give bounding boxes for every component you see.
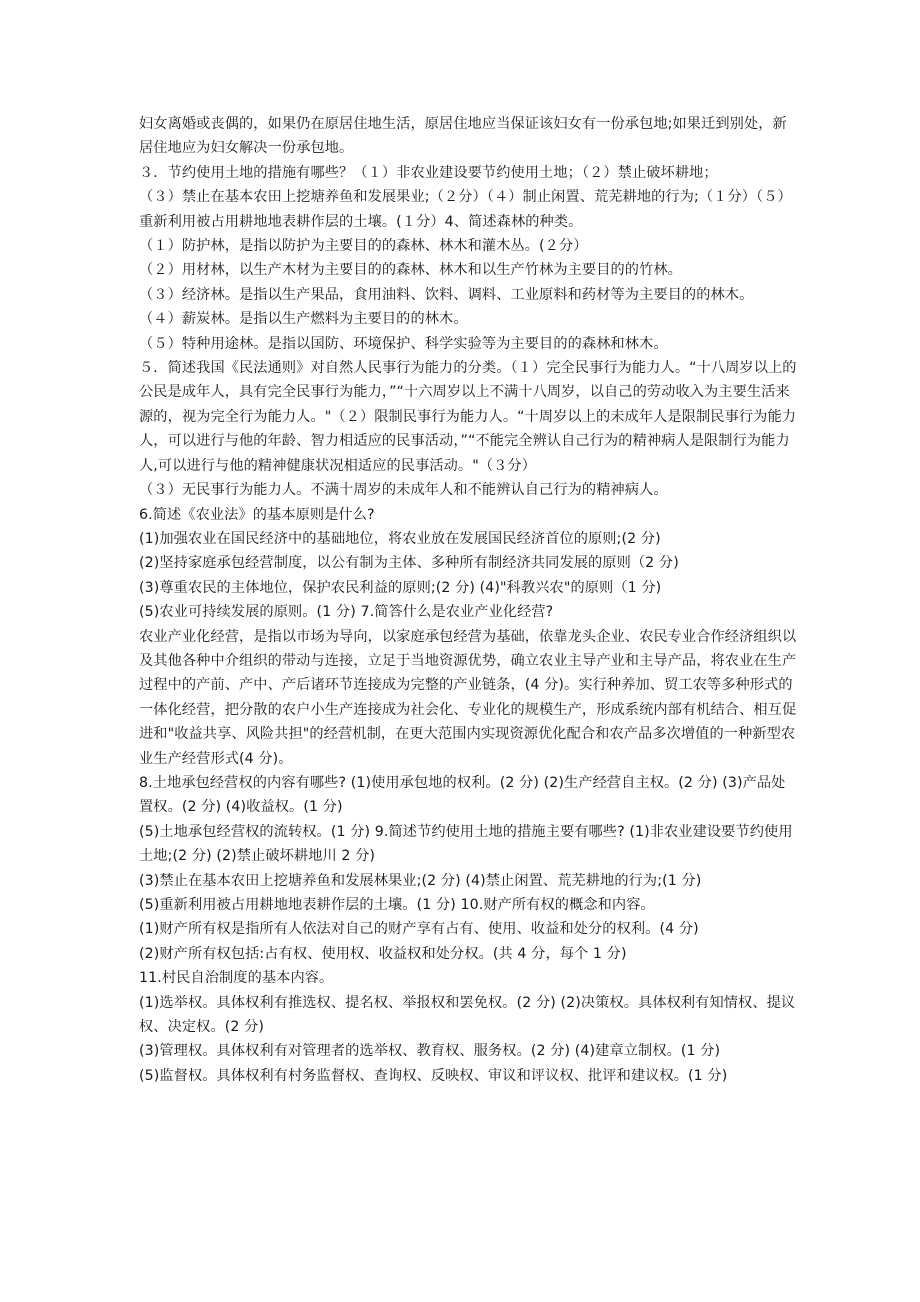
document-body [139, 112, 799, 1088]
paragraph: (1)加强农业在国民经济中的基础地位，将农业放在发展国民经济首位的原则;(2 分) [139, 530, 661, 547]
paragraph: (5)农业可持续发展的原则。(1 分) 7.简答什么是农业产业化经营? [139, 604, 554, 621]
paragraph: (5)监督权。具体权利有村务监督权、查询权、反映权、审议和评议权、批评和建议权。(1 分) [139, 1067, 728, 1084]
paragraph: （３）禁止在基本农田上挖塘养鱼和发展果业;（２分）（４）制止闲置、荒芜耕地的行为;（１分）（５）重新利用被占用耕地地表耕作层的土壤。(１分）4、简述森林的种类。 [139, 189, 792, 230]
paragraph: ５．简述我国《民法通则》对自然人民事行为能力的分类。（１）完全民事行为能力人。“十八周岁以上的公民是成年人，具有完全民事行为能力，”“十六周岁以上不满十八周岁，以自己的劳动收入为主要生活来源的，视为完全行为能力人。"（２）限制民事行为能力人。“十周岁以上的未成年人是限制民事行为能力人，可以进行与他的年龄、智力相适应的民事活动，”“不能完全辨认自己行为的精神病人是限制行为能力人,可以进行与他的精神健康状况相适应的民事活动。"（３分） [139, 360, 797, 474]
paragraph: (3)禁止在基本农田上挖塘养鱼和发展林果业;(2 分) (4)禁止闲置、荒芜耕地的行为;(1 分) [139, 872, 702, 889]
paragraph: (3)尊重农民的主体地位，保护农民利益的原则;(2 分) (4)"科教兴农"的原则（1 分) [139, 579, 662, 596]
paragraph: 8.土地承包经营权的内容有哪些? (1)使用承包地的权利。(2 分) (2)生产经营自主权。(2 分) (3)产品处置权。(2 分) (4)收益权。(1 分) [139, 774, 786, 816]
paragraph: 11.村民自治制度的基本内容。 [139, 970, 334, 987]
paragraph: (5)土地承包经营权的流转权。(1 分) 9.简述节约使用土地的措施主要有哪些? (1)非农业建设要节约使用土地;(2 分) (2)禁止破坏耕地川 2 分) [139, 823, 793, 865]
paragraph: (1)选举权。具体权利有推选权、提名权、举报权和罢免权。(2 分) (2)决策权。具体权利有知情权、提议权、决定权。(2 分) [139, 994, 796, 1036]
paragraph: 妇女离婚或丧偶的，如果仍在原居住地生活，原居住地应当保证该妇女有一份承包地;如果迁到别处，新居住地应为妇女解决一份承包地。 [139, 116, 787, 157]
paragraph: （３）经济林。是指以生产果品，食用油料、饮料、调料、工业原料和药材等为主要目的的林木。 [139, 286, 754, 303]
paragraph: 6.简述《农业法》的基本原则是什么? [139, 506, 375, 523]
paragraph: (2)坚持家庭承包经营制度，以公有制为主体、多种所有制经济共同发展的原则（2 分) [139, 555, 679, 572]
paragraph: （２）用材林，以生产木材为主要目的的森林、林木和以生产竹林为主要目的的竹林。 [139, 262, 682, 279]
paragraph: （１）防护林，是指以防护为主要目的的森林、林木和灌木丛。(２分） [139, 238, 588, 255]
paragraph: (2)财产所有权包括:占有权、使用权、收益权和处分权。(共 4 分，每个 1 分) [139, 945, 627, 962]
paragraph: (5)重新利用被占用耕地地表耕作层的土壤。(1 分) 10.财产所有权的概念和内容。 [139, 897, 655, 913]
paragraph: (3)管理权。具体权利有对管理者的选举权、教育权、服务权。(2 分) (4)建章立制权。(1 分) [139, 1043, 721, 1060]
paragraph: 农业产业化经营，是指以市场为导向，以家庭承包经营为基础，依靠龙头企业、农民专业合作经济组织以及其他各种中介组织的带动与连接，立足于当地资源优势，确立农业主导产业和主导产品，将农业在生产过程中的产前、产中、产后诸环节连接成为完整的产业链条，(4 分)。实行种养加、贸工农等多种形式的一体化经营，把分散的农户小生产连接成为社会化、专业化的规模生产，形成系统内部有机结合、相互促进和"收益共享、风险共担"的经营机制，在更大范围内实现资源优化配合和农产品多次增值的一种新型农业生产经营形式(4 分)。 [139, 628, 797, 767]
paragraph: （４）薪炭林。是指以生产燃料为主要目的的林木。 [139, 311, 468, 328]
paragraph: (1)财产所有权是指所有人依法对自己的财产享有占有、使用、收益和处分的权利。(4 分) [139, 921, 699, 938]
paragraph: （５）特种用途林。是指以国防、环境保护、科学实验等为主要目的的森林和林木。 [139, 335, 668, 352]
paragraph: ３．节约使用土地的措施有哪些？（１）非农业建设要节约使用土地；（２）禁止破坏耕地； [139, 164, 718, 181]
paragraph: （３）无民事行为能力人。不满十周岁的未成年人和不能辨认自己行为的精神病人。 [139, 482, 668, 499]
